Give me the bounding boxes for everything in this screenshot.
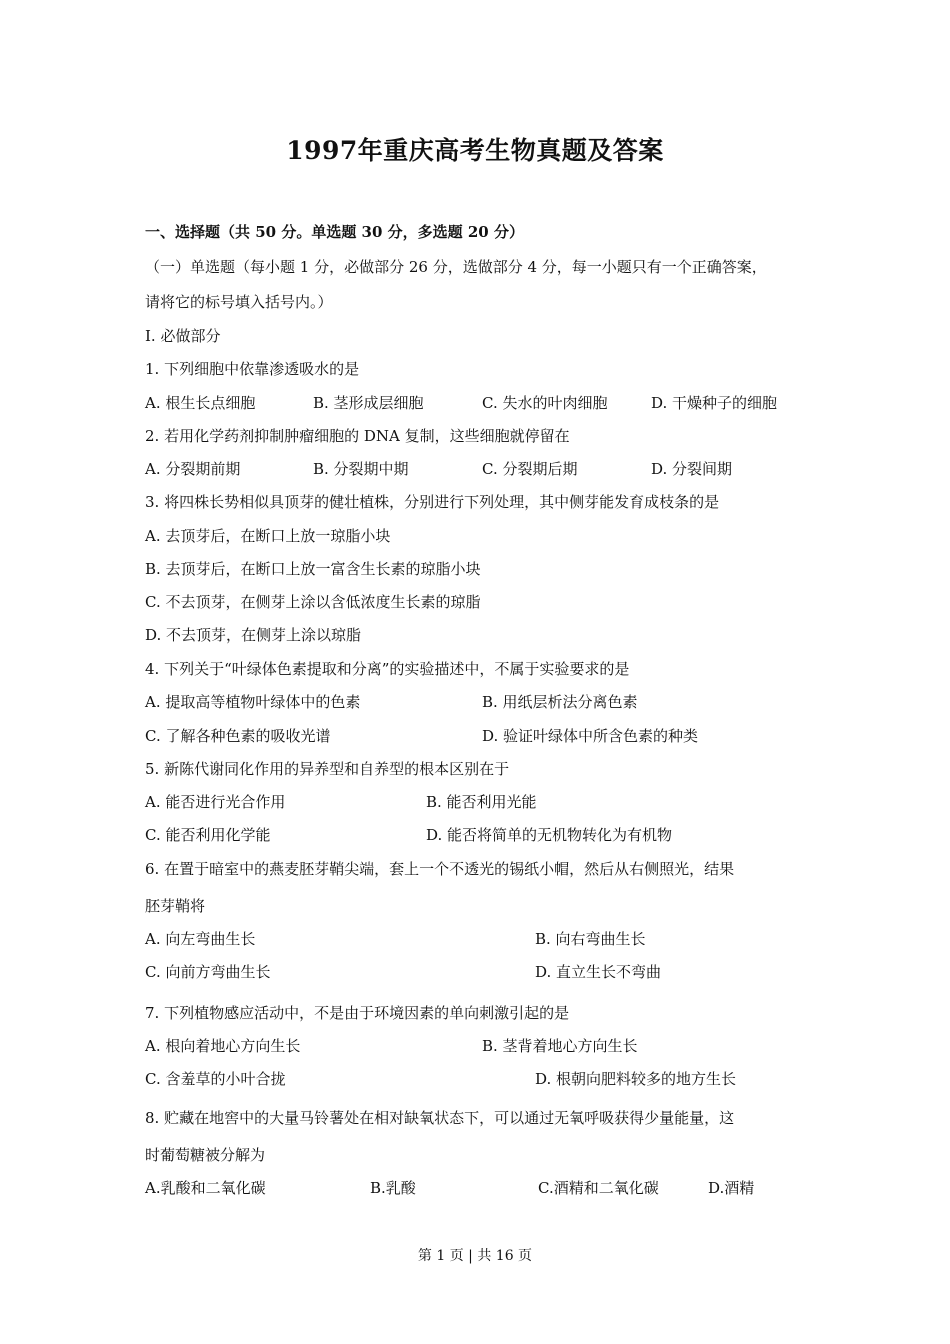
option: A. 根向着地心方向生长 <box>145 1037 301 1055</box>
option: B. 茎背着地心方向生长 <box>482 1037 638 1055</box>
option: B. 用纸层析法分离色素 <box>482 693 638 711</box>
question-stem: 6. 在置于暗室中的燕麦胚芽鞘尖端，套上一个不透光的锡纸小帽，然后从右侧照光，结果 <box>145 860 735 878</box>
question-stem: 2. 若用化学药剂抑制肿瘤细胞的 DNA 复制，这些细胞就停留在 <box>145 427 570 445</box>
option: D. 根朝向肥料较多的地方生长 <box>535 1070 737 1088</box>
instructions-line-2: 请将它的标号填入括号内。） <box>145 293 333 311</box>
option: B. 去顶芽后，在断口上放一富含生长素的琼脂小块 <box>145 560 481 578</box>
question-stem-continued: 胚芽鞘将 <box>145 897 206 915</box>
option: C. 向前方弯曲生长 <box>145 963 271 981</box>
option: C. 了解各种色素的吸收光谱 <box>145 727 331 745</box>
question-stem: 8. 贮藏在地窖中的大量马铃薯处在相对缺氧状态下，可以通过无氧呼吸获得少量能量，这 <box>145 1109 735 1127</box>
option: B. 茎形成层细胞 <box>313 394 424 412</box>
option: D. 干燥种子的细胞 <box>651 394 778 412</box>
option: C. 不去顶芽，在侧芽上涂以含低浓度生长素的琼脂 <box>145 593 481 611</box>
option: A. 提取高等植物叶绿体中的色素 <box>145 693 361 711</box>
option: C. 能否利用化学能 <box>145 826 271 844</box>
question-stem: 4. 下列关于“叶绿体色素提取和分离”的实验描述中，不属于实验要求的是 <box>145 660 630 678</box>
option: C. 分裂期后期 <box>482 460 578 478</box>
document-title: 1997年重庆高考生物真题及答案 <box>286 136 664 165</box>
question-stem: 7. 下列植物感应活动中，不是由于环境因素的单向刺激引起的是 <box>145 1004 570 1022</box>
option: D. 不去顶芽，在侧芽上涂以琼脂 <box>145 626 362 644</box>
option: C. 含羞草的小叶合拢 <box>145 1070 286 1088</box>
option: A. 根生长点细胞 <box>145 394 256 412</box>
instructions-line-1: （一）单选题（每小题 1 分，必做部分 26 分，选做部分 4 分，每一小题只有一个正确答案， <box>145 258 767 276</box>
question-stem: 5. 新陈代谢同化作用的异养型和自养型的根本区别在于 <box>145 760 510 778</box>
option: D.酒精 <box>708 1179 755 1197</box>
option: C. 失水的叶肉细胞 <box>482 394 608 412</box>
option: A. 能否进行光合作用 <box>145 793 286 811</box>
option: B. 能否利用光能 <box>426 793 537 811</box>
option: A.乳酸和二氧化碳 <box>145 1179 266 1197</box>
question-stem: 1. 下列细胞中依靠渗透吸水的是 <box>145 360 360 378</box>
question-stem: 3. 将四株长势相似具顶芽的健壮植株，分别进行下列处理，其中侧芽能发育成枝条的是 <box>145 493 720 511</box>
option: D. 分裂间期 <box>651 460 733 478</box>
option: B.乳酸 <box>370 1179 416 1197</box>
part-label: I. 必做部分 <box>145 327 221 345</box>
option: D. 直立生长不弯曲 <box>535 963 662 981</box>
option: A. 去顶芽后，在断口上放一琼脂小块 <box>145 527 391 545</box>
option: B. 向右弯曲生长 <box>535 930 646 948</box>
page-footer: 第 1 页 | 共 16 页 <box>417 1248 533 1264</box>
option: A. 向左弯曲生长 <box>145 930 256 948</box>
option: D. 验证叶绿体中所含色素的种类 <box>482 727 699 745</box>
option: C.酒精和二氧化碳 <box>538 1179 659 1197</box>
option: B. 分裂期中期 <box>313 460 409 478</box>
option: A. 分裂期前期 <box>145 460 241 478</box>
option: D. 能否将简单的无机物转化为有机物 <box>426 826 673 844</box>
section-heading: 一、选择题（共 50 分。单选题 30 分，多选题 20 分） <box>145 223 524 241</box>
question-stem-continued: 时葡萄糖被分解为 <box>145 1146 266 1164</box>
